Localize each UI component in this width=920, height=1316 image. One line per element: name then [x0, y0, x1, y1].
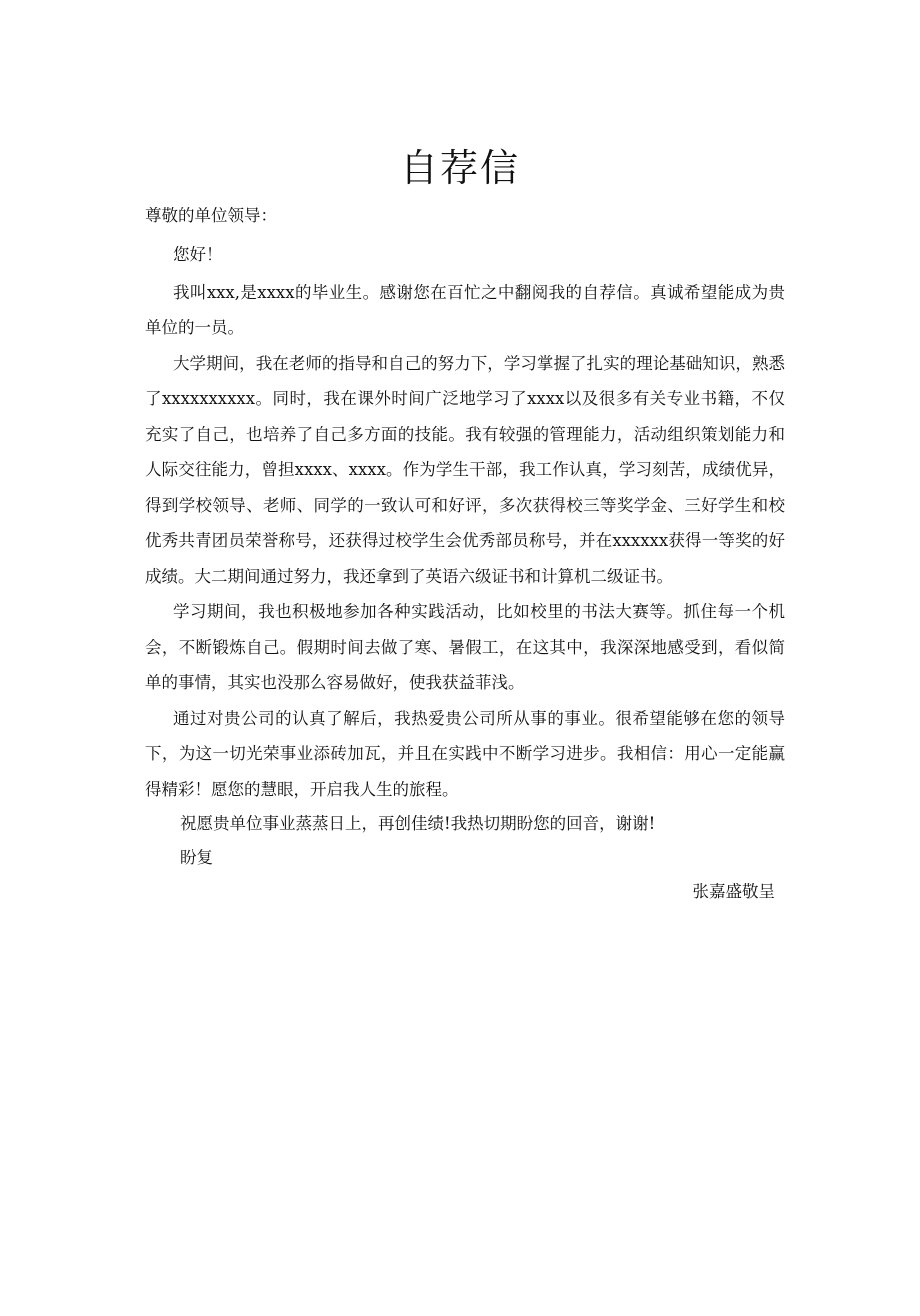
paragraph-university: 大学期间，我在老师的指导和自己的努力下，学习掌握了扎实的理论基础知识，熟悉了xxxxxxxxxx。同时，我在课外时间广泛地学习了xxxx以及很多有关专业书籍，不仅充实了自己，也培养了自己多方面的技能。我有较强的管理能力，活动组织策划能力和人际交往能力，曾担xxxx、xxxx。作为学生干部，我工作认真，学习刻苦，成绩优异，得到学校领导、老师、同学的一致认可和好评，多次获得校三等奖学金、三好学生和校优秀共青团员荣誉称号，还获得过校学生会优秀部员称号，并在xxxxxx获得一等奖的好成绩。大二期间通过努力，我还拿到了英语六级证书和计算机二级证书。 [145, 353, 785, 586]
greeting: 您好！ [173, 245, 223, 264]
salutation: 尊敬的单位领导： [145, 206, 277, 225]
letter-body [145, 237, 785, 807]
paragraph-intro: 我叫xxx,是xxxx的毕业生。感谢您在百忙之中翻阅我的自荐信。真诚希望能成为贵单位的一员。 [145, 282, 785, 337]
paragraph-practice: 学习期间，我也积极地参加各种实践活动，比如校里的书法大赛等。抓住每一个机会，不断锻炼自己。假期时间去做了寒、暑假工，在这其中，我深深地感受到，看似简单的事情，其实也没那么容易做好，使我获益菲浅。 [145, 602, 785, 692]
paragraph-company: 通过对贵公司的认真了解后，我热爱贵公司所从事的事业。很希望能够在您的领导下，为这一切光荣事业添砖加瓦，并且在实践中不断学习进步。我相信：用心一定能赢得精彩！愿您的慧眼，开启我人生的旅程。 [145, 708, 785, 799]
signature: 张嘉盛敬呈 [692, 882, 775, 901]
letter-title: 自荐信 [399, 146, 520, 190]
closing-wish: 祝愿贵单位事业蒸蒸日上，再创佳绩!我热切期盼您的回音，谢谢! [180, 814, 656, 833]
closing-await: 盼复 [180, 848, 213, 867]
